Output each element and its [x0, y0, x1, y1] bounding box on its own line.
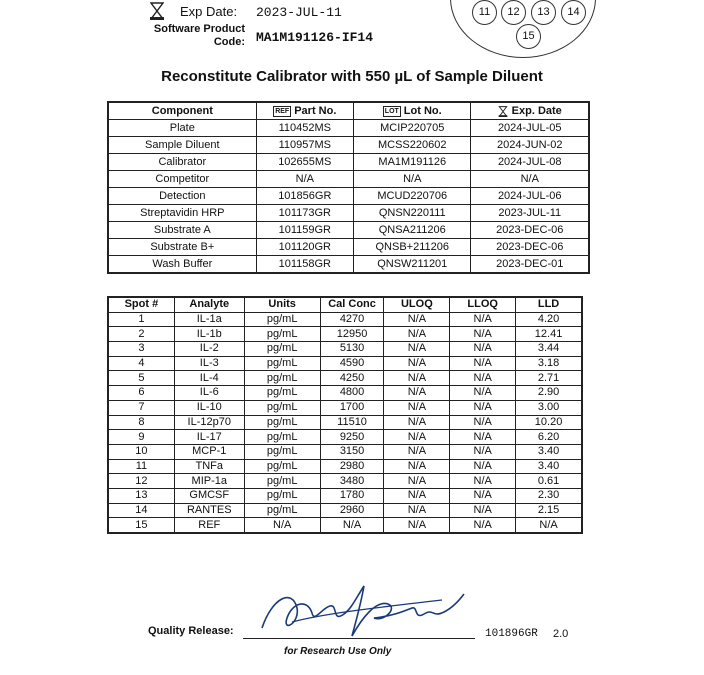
units-header: Units — [244, 297, 320, 312]
spot-row — [108, 312, 582, 327]
lld-cell: 3.40 — [516, 459, 582, 474]
exp-date-header-label: Exp. Date — [511, 105, 562, 117]
spot-cell: 11 — [108, 459, 174, 474]
exp-date-cell: 2023-JUL-11 — [471, 205, 589, 222]
spot-cell: 14 — [108, 503, 174, 518]
spot-row — [108, 415, 582, 430]
spot-cell: 9 — [108, 430, 174, 445]
lloq-cell: N/A — [450, 400, 516, 415]
analyte-cell: IL-1a — [174, 312, 244, 327]
units-cell: pg/mL — [244, 327, 320, 342]
lot-no-cell: N/A — [354, 171, 471, 188]
analyte-cell: IL-17 — [174, 430, 244, 445]
spot-cell: 6 — [108, 386, 174, 401]
page-title: Reconstitute Calibrator with 550 µL of Sample Diluent — [161, 68, 543, 85]
exp-date-header — [471, 102, 589, 120]
software-label-line1: Software Product — [153, 23, 245, 35]
analyte-cell: IL-3 — [174, 356, 244, 371]
lot-no-cell: QNSA211206 — [354, 222, 471, 239]
spot-cell: 2 — [108, 327, 174, 342]
spot-row — [108, 444, 582, 459]
spot-circle-15: 15 — [516, 24, 541, 49]
uloq-cell: N/A — [384, 371, 450, 386]
analyte-cell: IL-4 — [174, 371, 244, 386]
exp-date-cell: 2024-JUL-06 — [471, 188, 589, 205]
exp-date-cell: 2024-JUL-08 — [471, 154, 589, 171]
uloq-cell: N/A — [384, 444, 450, 459]
spot-circle-13: 13 — [531, 0, 556, 25]
spot-cell: 5 — [108, 371, 174, 386]
lld-cell: 6.20 — [516, 430, 582, 445]
units-cell: pg/mL — [244, 459, 320, 474]
lloq-cell: N/A — [450, 327, 516, 342]
cal-conc-cell: 2960 — [320, 503, 384, 518]
component-cell: Substrate B+ — [108, 239, 256, 256]
analyte-cell: MCP-1 — [174, 444, 244, 459]
lld-cell: 2.30 — [516, 488, 582, 503]
signature — [252, 578, 472, 645]
exp-date-cell: 2023-DEC-06 — [471, 239, 589, 256]
analyte-cell: IL-2 — [174, 342, 244, 357]
lloq-cell: N/A — [450, 444, 516, 459]
spot-row — [108, 356, 582, 371]
uloq-cell: N/A — [384, 386, 450, 401]
uloq-cell: N/A — [384, 503, 450, 518]
units-cell: pg/mL — [244, 371, 320, 386]
spot-cell: 1 — [108, 312, 174, 327]
lld-header: LLD — [516, 297, 582, 312]
lot-no-label: Lot No. — [403, 105, 442, 117]
component-row — [108, 120, 589, 137]
lloq-cell: N/A — [450, 488, 516, 503]
spot-row — [108, 371, 582, 386]
component-cell: Substrate A — [108, 222, 256, 239]
component-row — [108, 154, 589, 171]
units-cell: pg/mL — [244, 430, 320, 445]
component-row — [108, 171, 589, 188]
hourglass-icon — [150, 2, 164, 25]
spot-row — [108, 503, 582, 518]
units-cell: pg/mL — [244, 474, 320, 489]
lloq-cell: N/A — [450, 430, 516, 445]
lloq-cell: N/A — [450, 518, 516, 533]
lot-no-cell: QNSW211201 — [354, 256, 471, 274]
spot-row — [108, 327, 582, 342]
units-cell: pg/mL — [244, 356, 320, 371]
lld-cell: N/A — [516, 518, 582, 533]
part-no-cell: 101159GR — [256, 222, 353, 239]
lld-cell: 3.44 — [516, 342, 582, 357]
units-cell: pg/mL — [244, 444, 320, 459]
lld-cell: 3.40 — [516, 444, 582, 459]
lld-cell: 2.90 — [516, 386, 582, 401]
part-no-label: Part No. — [294, 105, 337, 117]
spot-circle-14: 14 — [561, 0, 586, 25]
uloq-header: ULOQ — [384, 297, 450, 312]
exp-date-cell: N/A — [471, 171, 589, 188]
spot-circle-11: 11 — [472, 0, 497, 25]
cal-conc-cell: 5130 — [320, 342, 384, 357]
cal-conc-header: Cal Conc — [320, 297, 384, 312]
component-row — [108, 137, 589, 154]
units-cell: pg/mL — [244, 503, 320, 518]
lot-no-cell: MCIP220705 — [354, 120, 471, 137]
exp-date-label: Exp Date: — [180, 4, 238, 19]
spot-row — [108, 474, 582, 489]
lld-cell: 2.15 — [516, 503, 582, 518]
units-cell: N/A — [244, 518, 320, 533]
lot-no-cell: QNSB+211206 — [354, 239, 471, 256]
exp-date-cell: 2023-DEC-01 — [471, 256, 589, 274]
lld-cell: 2.71 — [516, 371, 582, 386]
component-row — [108, 239, 589, 256]
spot-cell: 8 — [108, 415, 174, 430]
ref-icon: REF — [275, 107, 290, 115]
cal-conc-cell: 9250 — [320, 430, 384, 445]
lld-cell: 3.18 — [516, 356, 582, 371]
signature-line — [243, 638, 475, 639]
lld-cell: 3.00 — [516, 400, 582, 415]
software-code-label — [110, 23, 245, 49]
lloq-cell: N/A — [450, 312, 516, 327]
document-version: 2.0 — [553, 628, 569, 640]
lot-no-cell: MA1M191126 — [354, 154, 471, 171]
lld-cell: 12.41 — [516, 327, 582, 342]
spot-cell: 15 — [108, 518, 174, 533]
analyte-cell: REF — [174, 518, 244, 533]
software-label-line2: Code: — [213, 36, 245, 48]
cal-conc-cell: 12950 — [320, 327, 384, 342]
hourglass-icon — [498, 106, 508, 117]
lloq-cell: N/A — [450, 474, 516, 489]
uloq-cell: N/A — [384, 400, 450, 415]
spot-cell: 12 — [108, 474, 174, 489]
analyte-cell: IL-10 — [174, 400, 244, 415]
lloq-header: LLOQ — [450, 297, 516, 312]
component-cell: Competitor — [108, 171, 256, 188]
units-cell: pg/mL — [244, 386, 320, 401]
lloq-cell: N/A — [450, 503, 516, 518]
spots-header-row — [108, 297, 582, 312]
component-row — [108, 205, 589, 222]
cal-conc-cell: 3480 — [320, 474, 384, 489]
software-code-value: MA1M191126-IF14 — [256, 30, 374, 45]
units-cell: pg/mL — [244, 312, 320, 327]
units-cell: pg/mL — [244, 400, 320, 415]
component-header: Component — [108, 102, 256, 120]
part-no-header — [256, 102, 353, 120]
component-row — [108, 188, 589, 205]
exp-date-cell: 2023-DEC-06 — [471, 222, 589, 239]
cal-conc-cell: 1780 — [320, 488, 384, 503]
uloq-cell: N/A — [384, 518, 450, 533]
spot-cell: 4 — [108, 356, 174, 371]
part-no-cell: N/A — [256, 171, 353, 188]
spot-row — [108, 459, 582, 474]
cal-conc-cell: 3150 — [320, 444, 384, 459]
uloq-cell: N/A — [384, 488, 450, 503]
cal-conc-cell: N/A — [320, 518, 384, 533]
part-no-cell: 101173GR — [256, 205, 353, 222]
spot-cell: 13 — [108, 488, 174, 503]
spot-cell: 10 — [108, 444, 174, 459]
units-cell: pg/mL — [244, 342, 320, 357]
lld-cell: 4.20 — [516, 312, 582, 327]
lloq-cell: N/A — [450, 459, 516, 474]
lloq-cell: N/A — [450, 415, 516, 430]
analyte-cell: IL-6 — [174, 386, 244, 401]
units-cell: pg/mL — [244, 488, 320, 503]
cal-conc-cell: 11510 — [320, 415, 384, 430]
component-cell: Plate — [108, 120, 256, 137]
spot-row — [108, 386, 582, 401]
uloq-cell: N/A — [384, 430, 450, 445]
cal-conc-cell: 4270 — [320, 312, 384, 327]
cal-conc-cell: 4800 — [320, 386, 384, 401]
spots-table — [107, 296, 583, 534]
analyte-cell: GMCSF — [174, 488, 244, 503]
research-use-disclaimer: for Research Use Only — [284, 646, 392, 657]
cal-conc-cell: 4590 — [320, 356, 384, 371]
component-cell: Streptavidin HRP — [108, 205, 256, 222]
analyte-cell: MIP-1a — [174, 474, 244, 489]
part-no-cell: 101856GR — [256, 188, 353, 205]
analyte-cell: IL-12p70 — [174, 415, 244, 430]
uloq-cell: N/A — [384, 459, 450, 474]
analyte-cell: IL-1b — [174, 327, 244, 342]
part-no-cell: 110452MS — [256, 120, 353, 137]
lld-cell: 10.20 — [516, 415, 582, 430]
uloq-cell: N/A — [384, 342, 450, 357]
uloq-cell: N/A — [384, 356, 450, 371]
exp-date-value: 2023-JUL-11 — [256, 5, 342, 20]
lld-cell: 0.61 — [516, 474, 582, 489]
lot-no-cell: MCSS220602 — [354, 137, 471, 154]
components-table — [107, 101, 590, 274]
spot-circle-12: 12 — [501, 0, 526, 25]
cal-conc-cell: 4250 — [320, 371, 384, 386]
analyte-cell: TNFa — [174, 459, 244, 474]
part-no-cell: 102655MS — [256, 154, 353, 171]
component-row — [108, 222, 589, 239]
part-no-cell: 110957MS — [256, 137, 353, 154]
spot-row — [108, 488, 582, 503]
analyte-cell: RANTES — [174, 503, 244, 518]
part-no-cell: 101158GR — [256, 256, 353, 274]
spot-cell: 3 — [108, 342, 174, 357]
lloq-cell: N/A — [450, 386, 516, 401]
uloq-cell: N/A — [384, 415, 450, 430]
components-header-row — [108, 102, 589, 120]
cal-conc-cell: 2980 — [320, 459, 384, 474]
spot-cell: 7 — [108, 400, 174, 415]
uloq-cell: N/A — [384, 474, 450, 489]
uloq-cell: N/A — [384, 312, 450, 327]
document-number: 101896GR — [485, 628, 538, 640]
exp-date-cell: 2024-JUL-05 — [471, 120, 589, 137]
analyte-header: Analyte — [174, 297, 244, 312]
quality-release-label: Quality Release: — [148, 625, 234, 637]
cal-conc-cell: 1700 — [320, 400, 384, 415]
lot-no-cell: MCUD220706 — [354, 188, 471, 205]
spot-header: Spot # — [108, 297, 174, 312]
component-cell: Calibrator — [108, 154, 256, 171]
uloq-cell: N/A — [384, 327, 450, 342]
lloq-cell: N/A — [450, 342, 516, 357]
spot-row — [108, 430, 582, 445]
part-no-cell: 101120GR — [256, 239, 353, 256]
lot-no-header — [354, 102, 471, 120]
component-cell: Wash Buffer — [108, 256, 256, 274]
component-cell: Sample Diluent — [108, 137, 256, 154]
spot-row — [108, 518, 582, 533]
spot-row — [108, 400, 582, 415]
lot-icon: LOT — [384, 107, 399, 115]
units-cell: pg/mL — [244, 415, 320, 430]
component-row — [108, 256, 589, 274]
lloq-cell: N/A — [450, 371, 516, 386]
lloq-cell: N/A — [450, 356, 516, 371]
spot-row — [108, 342, 582, 357]
lot-no-cell: QNSN220111 — [354, 205, 471, 222]
exp-date-cell: 2024-JUN-02 — [471, 137, 589, 154]
component-cell: Detection — [108, 188, 256, 205]
